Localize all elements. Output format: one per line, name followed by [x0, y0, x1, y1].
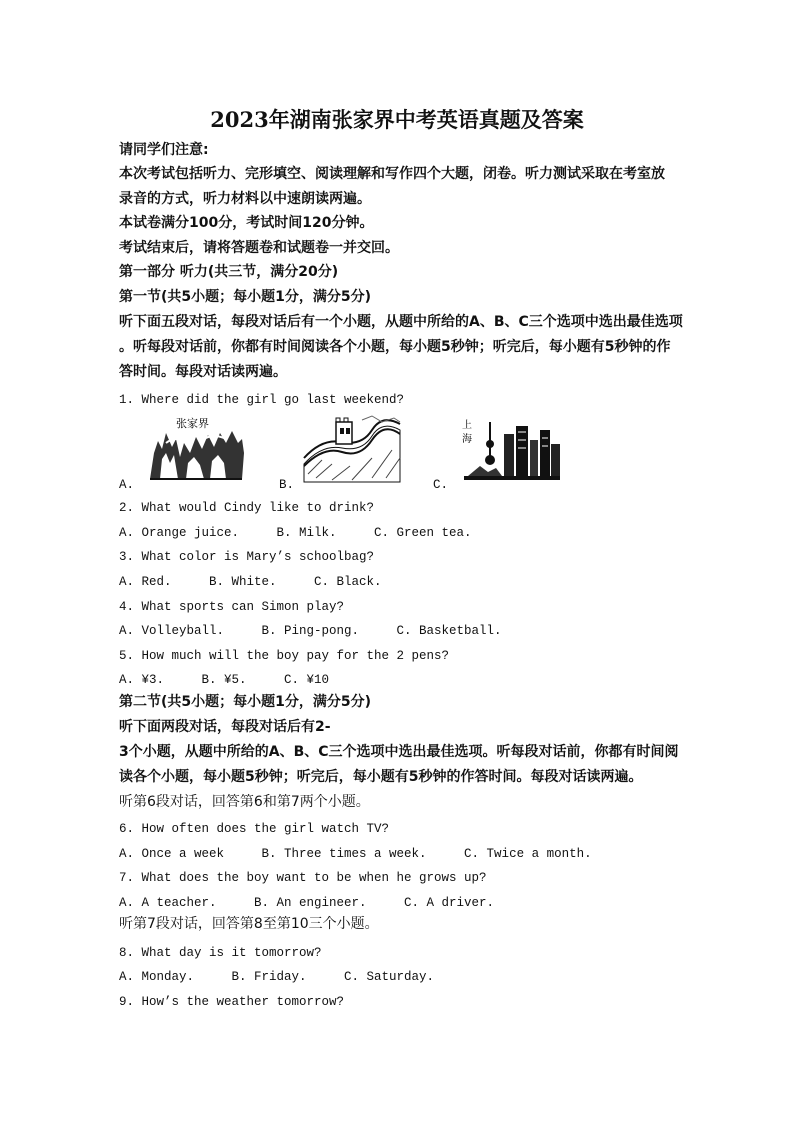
- option-1-a: A.: [119, 478, 135, 492]
- question-5-options: A. ¥3. B. ¥5. C. ¥10: [119, 673, 330, 687]
- question-1: 1. Where did the girl go last weekend?: [119, 393, 405, 407]
- section1-instructions-2: 。听每段对话前，你都有时间阅读各个小题，每小题5秒钟；听完后，每小题有5秒钟的作: [119, 339, 671, 355]
- section2-instructions-1: 听下面两段对话，每段对话后有2-: [119, 719, 331, 735]
- notice-heading: 请同学们注意:: [119, 142, 209, 158]
- question-8-options: A. Monday. B. Friday. C. Saturday.: [119, 970, 435, 984]
- notice-line-1: 本次考试包括听力、完形填空、阅读理解和写作四个大题，闭卷。听力测试采取在考室放: [119, 166, 665, 182]
- question-7-options: A. A teacher. B. An engineer. C. A driver.: [119, 896, 495, 910]
- page-title: 2023年湖南张家界中考英语真题及答案: [210, 107, 584, 132]
- section2-instructions-3: 读各个小题，每小题5秒钟；听完后，每小题有5秒钟的作答时间。每段对话读两遍。: [119, 769, 643, 785]
- section1-heading: 第一节(共5小题；每小题1分，满分5分): [119, 289, 372, 305]
- option-1-b: B.: [279, 478, 295, 492]
- question-7: 7. What does the boy want to be when he grows up?: [119, 871, 487, 885]
- dialog-6-note: 听第6段对话，回答第6和第7两个小题。: [119, 794, 370, 810]
- option-1-c: C.: [433, 478, 449, 492]
- shanghai-skyline-image: [460, 416, 562, 482]
- pic-c-label-1: 上: [462, 420, 472, 431]
- question-8: 8. What day is it tomorrow?: [119, 946, 322, 960]
- zhangjiajie-mountains-image: [146, 413, 246, 481]
- section2-instructions-2: 3个小题，从题中所给的A、B、C三个选项中选出最佳选项。听每段对话前，你都有时间阅: [119, 744, 679, 760]
- section1-instructions-3: 答时间。每段对话读两遍。: [119, 364, 287, 380]
- question-6-options: A. Once a week B. Three times a week. C. Twice a month.: [119, 847, 592, 861]
- question-2: 2. What would Cindy like to drink?: [119, 501, 375, 515]
- question-9: 9. How’s the weather tomorrow?: [119, 995, 345, 1009]
- notice-line-2: 录音的方式，听力材料以中速朗读两遍。: [119, 191, 371, 207]
- question-5: 5. How much will the boy pay for the 2 pens?: [119, 649, 450, 663]
- question-4-options: A. Volleyball. B. Ping-pong. C. Basketball.: [119, 624, 502, 638]
- dialog-7-note: 听第7段对话，回答第8至第10三个小题。: [119, 916, 379, 932]
- section1-instructions-1: 听下面五段对话，每段对话后有一个小题，从题中所给的A、B、C三个选项中选出最佳选项: [119, 314, 683, 330]
- question-3-options: A. Red. B. White. C. Black.: [119, 575, 382, 589]
- notice-line-3: 本试卷满分100分，考试时间120分钟。: [119, 215, 374, 231]
- part1-heading: 第一部分 听力(共三节，满分20分): [119, 264, 339, 280]
- notice-line-4: 考试结束后，请将答题卷和试题卷一并交回。: [119, 240, 399, 256]
- pic-a-label: 张家界: [176, 417, 209, 430]
- question-2-options: A. Orange juice. B. Milk. C. Green tea.: [119, 526, 472, 540]
- section2-heading: 第二节(共5小题；每小题1分，满分5分): [119, 694, 372, 710]
- pic-c-label-2: 海: [462, 434, 472, 445]
- question-6: 6. How often does the girl watch TV?: [119, 822, 390, 836]
- question-3: 3. What color is Mary’s schoolbag?: [119, 550, 375, 564]
- great-wall-image: [302, 414, 402, 484]
- question-4: 4. What sports can Simon play?: [119, 600, 345, 614]
